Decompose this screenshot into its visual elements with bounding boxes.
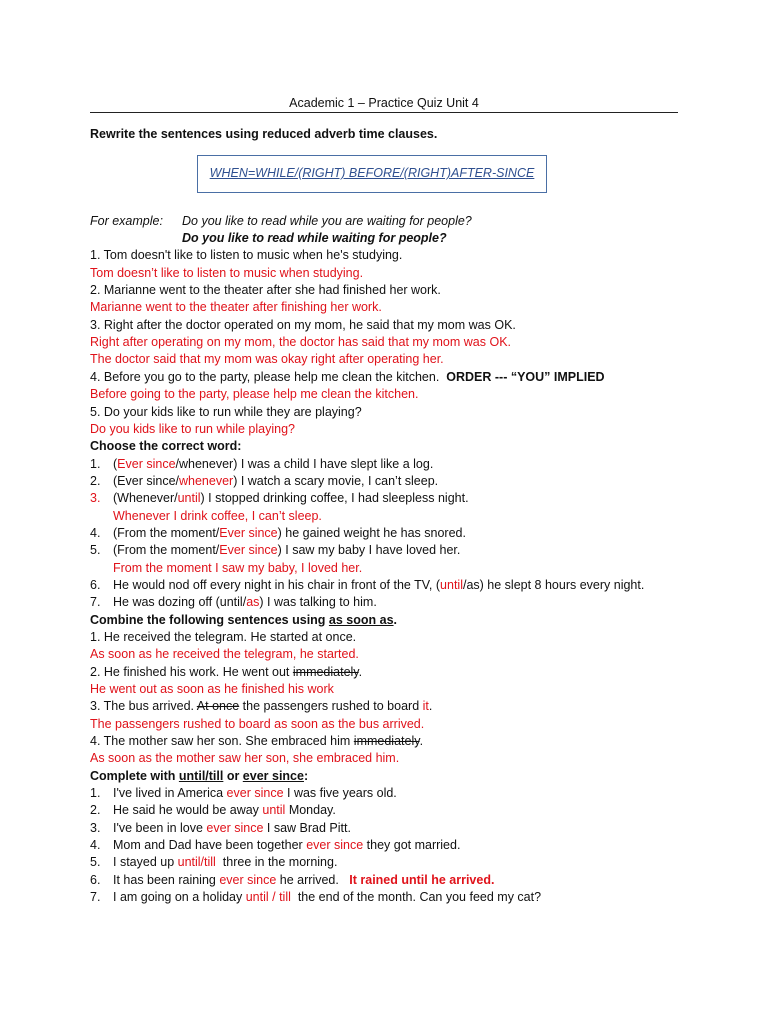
item-number: 6.	[90, 872, 101, 887]
p4-item-1	[90, 785, 730, 802]
question-text: 4. The mother saw her son. She embraced him	[90, 734, 354, 749]
item-text: ) I saw my baby I have loved her.	[277, 543, 461, 558]
item-number: 5.	[90, 543, 101, 558]
item-answer: until / till	[245, 890, 291, 905]
item-text: three in the morning.	[215, 855, 338, 870]
item-text: I stayed up	[113, 855, 178, 870]
item-text: (Ever since/	[113, 473, 179, 488]
spacer	[90, 161, 730, 178]
question-text: the passengers rushed to board	[239, 699, 423, 714]
item-number: 4.	[90, 838, 101, 853]
item-text: (From the moment/	[113, 525, 220, 540]
title-rule	[90, 112, 678, 113]
p2-item-4	[90, 525, 730, 542]
p1-question-4	[90, 369, 730, 386]
struck-word: immediately	[292, 664, 359, 679]
p2-heading: Choose the correct word:	[90, 439, 242, 454]
item-text: I've been in love	[113, 820, 207, 835]
item-text: Mom and Dad have been together	[113, 838, 307, 853]
example-answer: Do you like to read while waiting for people?	[182, 231, 447, 246]
item-text: /whenever) I was a child I have slept like a log.	[175, 456, 434, 471]
item-text: the end of the month. Can you feed my cat?	[290, 890, 542, 905]
item-number: 6.	[90, 577, 101, 592]
p3-answer-2: He went out as soon as he finished his work	[90, 682, 334, 696]
p1-answer-1: Tom doesn’t like to listen to music when studying.	[90, 265, 364, 280]
p2-item-1	[90, 456, 730, 473]
item-answer: ever since	[306, 838, 364, 853]
item-note: It rained until he arrived.	[349, 872, 495, 887]
p3-answer-3: The passengers rushed to board as soon as the bus arrived.	[90, 716, 425, 731]
question-text: .	[419, 734, 424, 749]
item-answer: whenever	[179, 473, 234, 488]
item-number: 3.	[90, 820, 101, 835]
p2-item-5	[90, 542, 730, 559]
p4-heading	[90, 768, 730, 785]
example-question: Do you like to read while you are waiting for people?	[182, 213, 472, 228]
item-text: (	[113, 456, 118, 471]
heading-text: .	[393, 612, 398, 627]
question-text: 2. He finished his work. He went out	[90, 664, 293, 679]
p4-item-3	[90, 820, 730, 837]
item-text: I saw Brad Pitt.	[263, 820, 351, 835]
p1-q4-text: 4. Before you go to the party, please help me clean the kitchen.	[90, 369, 440, 384]
spacer	[90, 143, 730, 160]
item-number: 7.	[90, 595, 101, 610]
item-number: 4.	[90, 525, 101, 540]
item-answer: Ever since	[219, 525, 278, 540]
item-text: (Whenever/	[113, 491, 178, 506]
heading-text: :	[303, 768, 309, 783]
item-text: I am going on a holiday	[113, 890, 246, 905]
struck-word: immediately	[353, 734, 420, 749]
item-answer: ever since	[226, 786, 284, 801]
item-number: 7.	[90, 890, 101, 905]
item-answer: until/till	[177, 855, 216, 870]
heading-text: Combine the following sentences using	[90, 612, 329, 627]
item-text: He was dozing off (until/	[113, 595, 247, 610]
p1-question-1: 1. Tom doesn't like to listen to music when he's studying.	[90, 248, 403, 263]
p1-answer-3b: The doctor said that my mom was okay right after operating her.	[90, 352, 444, 367]
highlight-word: it	[422, 699, 429, 714]
p3-answer-1: As soon as he received the telegram, he started.	[90, 647, 359, 662]
item-text: He said he would be away	[113, 803, 263, 818]
item-text: they got married.	[363, 838, 461, 853]
p2-item-2	[90, 473, 730, 490]
item-text: (From the moment/	[113, 543, 220, 558]
example-line-1	[90, 213, 730, 230]
p4-item-6	[90, 872, 730, 889]
item-answer: ever since	[219, 872, 277, 887]
item-answer: Ever since	[219, 543, 278, 558]
p3-question-1: 1. He received the telegram. He started at once.	[90, 629, 357, 644]
item-answer: until	[440, 577, 463, 592]
example-label: For example:	[90, 213, 163, 228]
p2-answer-5: From the moment I saw my baby, I loved her.	[113, 560, 363, 575]
item-text: ) I was talking to him.	[259, 595, 377, 610]
item-text: ) I stopped drinking coffee, I had sleepless night.	[200, 491, 469, 506]
p4-item-4	[90, 837, 730, 854]
item-number: 2.	[90, 803, 101, 818]
p1-question-5: 5. Do your kids like to run while they are playing?	[90, 404, 362, 419]
p1-answer-5: Do you kids like to run while playing?	[90, 421, 295, 436]
heading-keyword: ever since	[242, 768, 304, 783]
formula-text: WHEN=WHILE/(RIGHT) BEFORE/(RIGHT)AFTER-SINCE	[209, 166, 535, 180]
spacer	[90, 195, 730, 212]
item-text: It has been raining	[113, 872, 220, 887]
heading-text: or	[223, 768, 243, 783]
page-title: Academic 1 – Practice Quiz Unit 4	[289, 96, 479, 110]
p3-question-3	[90, 698, 730, 715]
p2-answer-3: Whenever I drink coffee, I can’t sleep.	[113, 508, 322, 523]
item-answer: ever since	[206, 820, 264, 835]
p4-item-5	[90, 854, 730, 871]
p3-question-2	[90, 664, 730, 681]
item-text: I've lived in America	[113, 786, 227, 801]
p3-heading	[90, 612, 730, 629]
item-answer: until	[262, 803, 286, 818]
p3-question-4	[90, 733, 730, 750]
heading-keyword: as soon as	[328, 612, 394, 627]
item-text: ) he gained weight he has snored.	[277, 525, 466, 540]
p1-answer-3a: Right after operating on my mom, the doctor has said that my mom was OK.	[90, 335, 512, 350]
item-answer: until	[177, 491, 201, 506]
p1-answer-4: Before going to the party, please help me clean the kitchen.	[90, 387, 419, 402]
p1-question-2: 2. Marianne went to the theater after she had finished her work.	[90, 283, 441, 298]
p4-item-2	[90, 802, 730, 819]
p2-item-7	[90, 594, 730, 611]
question-text: .	[428, 699, 433, 714]
p1-question-3: 3. Right after the doctor operated on my mom, he said that my mom was OK.	[90, 317, 516, 332]
item-text: ) I watch a scary movie, I can’t sleep.	[233, 473, 439, 488]
item-text: He would nod off every night in his chair in front of the TV, (	[113, 577, 441, 592]
instruction: Rewrite the sentences using reduced adverb time clauses.	[90, 127, 438, 141]
question-text: 3. The bus arrived.	[90, 699, 197, 714]
item-number: 5.	[90, 855, 101, 870]
item-text: Monday.	[285, 803, 336, 818]
p4-item-7	[90, 889, 730, 906]
heading-text: Complete with	[90, 768, 179, 783]
item-number: 1.	[90, 786, 101, 801]
p1-answer-2: Marianne went to the theater after finishing her work.	[90, 300, 382, 315]
heading-keyword: until/till	[178, 768, 224, 783]
item-text: he arrived.	[276, 872, 350, 887]
item-text: I was five years old.	[283, 786, 397, 801]
quiz-content	[90, 126, 730, 906]
p1-q4-note: ORDER --- “YOU” IMPLIED	[446, 369, 605, 384]
p3-answer-4: As soon as the mother saw her son, she embraced him.	[90, 751, 400, 766]
spacer	[90, 178, 730, 195]
p2-item-6	[90, 577, 730, 594]
p2-item-3	[90, 490, 730, 507]
item-text: /as) he slept 8 hours every night.	[462, 577, 645, 592]
item-answer: as	[246, 595, 260, 610]
item-answer: Ever since	[117, 456, 176, 471]
item-number: 3.	[90, 491, 101, 506]
question-text: .	[358, 664, 363, 679]
item-number: 2.	[90, 473, 101, 488]
item-number: 1.	[90, 456, 101, 471]
struck-word: At once	[196, 699, 240, 714]
